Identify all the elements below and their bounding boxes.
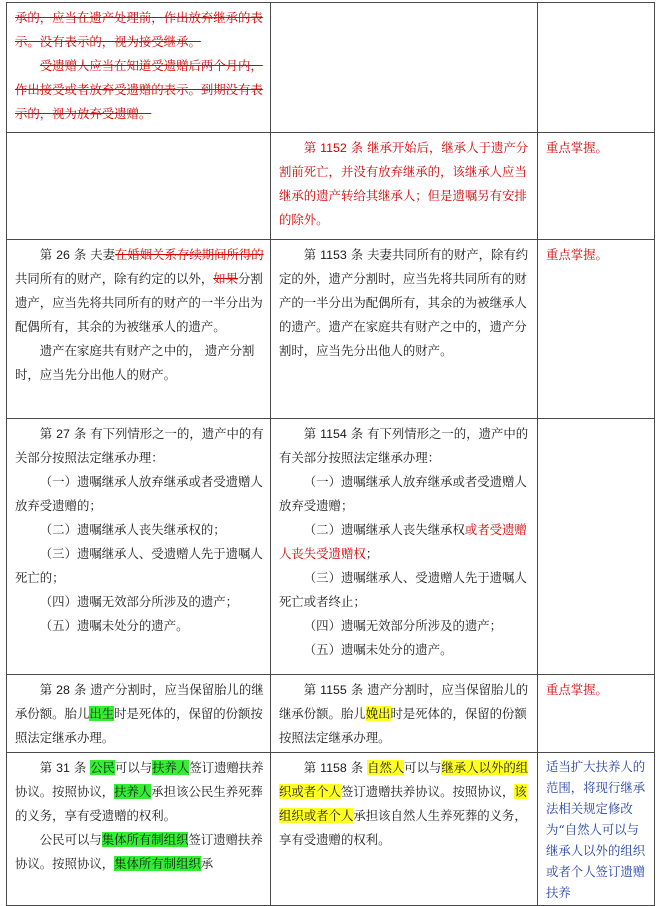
deleted-text: 受遗赠人应当在知道受遗赠后两个月内，作出接受或者放弃受遗赠的表示。到期没有表示的，视为放弃受遗赠。 xyxy=(15,58,263,121)
note-text: 重点掌握。 xyxy=(546,140,608,155)
text-run: 承担该自然人生养死葬的义务，享有受遗赠的权利。 xyxy=(279,808,527,847)
note-cell xyxy=(538,419,655,675)
highlighted-text: 扶养人 xyxy=(152,760,190,775)
article-paragraph xyxy=(15,614,264,638)
article-paragraph xyxy=(279,136,531,232)
highlighted-text: 继承人以外的组织或者个人 xyxy=(279,760,529,799)
article-paragraph xyxy=(279,566,531,614)
note-text: 重点掌握。 xyxy=(546,247,608,262)
new-law-cell xyxy=(271,3,538,133)
table-row xyxy=(7,133,655,240)
text-run: 1152 xyxy=(320,141,347,155)
text-run: 1158 xyxy=(320,761,347,775)
article-paragraph xyxy=(279,518,531,566)
note-cell xyxy=(538,3,655,133)
note-cell xyxy=(538,753,655,906)
article-paragraph xyxy=(15,6,264,54)
text-run: 分割遗产，应当先将共同所有的财产的一半分出为配偶所有，其余的为被继承人的遗产。 xyxy=(15,271,263,334)
text-run: （三）遗嘱继承人、受遗赠人先于遗嘱人死亡或者终止； xyxy=(279,570,527,609)
table-row xyxy=(7,419,655,675)
text-run: 公民可以与 xyxy=(39,832,102,847)
old-law-cell xyxy=(7,3,271,133)
note-cell xyxy=(538,133,655,240)
article-paragraph xyxy=(279,678,531,750)
text-run: 签订遗赠扶养协议。按照协议， xyxy=(15,760,264,799)
new-law-cell xyxy=(271,419,538,675)
text-run: 条 遗产分割时，应当保留胎儿的继承份额。胎儿 xyxy=(15,682,264,721)
text-run: ； xyxy=(365,546,379,561)
new-law-cell xyxy=(271,675,538,753)
text-run: 签订遗赠扶养协议。按照协议， xyxy=(15,832,263,871)
deleted-text: 在婚姻关系存续期间所得的 xyxy=(115,247,264,262)
text-run: 28 xyxy=(56,683,70,697)
article-paragraph xyxy=(15,339,264,387)
text-run: 第 xyxy=(303,760,321,775)
old-law-cell xyxy=(7,240,271,419)
text-run: （四）遗嘱无效部分所涉及的遗产； xyxy=(39,594,239,609)
note-cell xyxy=(538,240,655,419)
text-run: 签订遗赠扶养协议。按照协议， xyxy=(340,784,515,799)
text-run: 时是死体的，保留的份额按照法定继承办理。 xyxy=(279,706,527,745)
text-run: 共同所有的财产，除有约定的以外， xyxy=(15,271,214,286)
new-law-cell xyxy=(271,240,538,419)
article-paragraph xyxy=(15,243,264,339)
new-law-cell xyxy=(271,753,538,906)
text-run: 1155 xyxy=(320,683,347,697)
table-row xyxy=(7,240,655,419)
text-run: 26 xyxy=(56,248,70,262)
deleted-text: 如果 xyxy=(213,271,239,286)
old-law-cell xyxy=(7,675,271,753)
text-run: 第 xyxy=(39,682,57,697)
article-paragraph xyxy=(15,756,264,828)
highlighted-text: 集体所有制组织 xyxy=(114,856,201,871)
law-comparison-table xyxy=(6,2,655,906)
highlighted-text: 该组织或者个人 xyxy=(279,784,527,823)
text-run: 第 xyxy=(39,247,57,262)
text-run: （一）遗嘱继承人放弃继承或者受遗赠人放弃受遗赠； xyxy=(279,474,527,513)
note-text: 适当扩大扶养人的范围，将现行继承法相关规定修改为“自然人可以与继承人以外的组织或者个人签订遗赠扶养 xyxy=(546,759,646,900)
text-run: 第 xyxy=(39,426,57,441)
text-run: （三）遗嘱继承人、受遗赠人先于遗嘱人死亡的； xyxy=(15,546,263,585)
text-run: （二）遗嘱继承人丧失继承权 xyxy=(303,522,465,537)
article-paragraph xyxy=(279,422,531,470)
text-run: 条 夫妻 xyxy=(69,247,115,262)
text-run: 条 xyxy=(69,760,91,775)
table-row xyxy=(7,675,655,753)
old-law-cell xyxy=(7,753,271,906)
article-paragraph xyxy=(15,590,264,614)
text-run: （二）遗嘱继承人丧失继承权的； xyxy=(39,522,226,537)
highlighted-text: 娩出 xyxy=(365,706,391,721)
article-paragraph xyxy=(279,638,531,662)
text-run: 承 xyxy=(200,856,214,871)
text-run: （一）遗嘱继承人放弃继承或者受遗赠人放弃受遗赠的； xyxy=(15,474,263,513)
note-text: 重点掌握。 xyxy=(546,682,608,697)
text-run: 条 有下列情形之一的，遗产中的有关部分按照法定继承办理： xyxy=(15,426,264,465)
text-run: 27 xyxy=(56,427,70,441)
old-law-cell xyxy=(7,133,271,240)
article-paragraph xyxy=(15,422,264,470)
text-run: 31 xyxy=(56,761,70,775)
text-run: 可以与 xyxy=(115,760,153,775)
text-run: 条 继承开始后，继承人于遗产分割前死亡，并没有放弃继承的，该继承人应当继承的遗产转给其继承人；但是遗嘱另有安排的除外。 xyxy=(279,140,529,227)
article-paragraph xyxy=(279,614,531,638)
article-paragraph xyxy=(15,54,264,126)
highlighted-text: 公民 xyxy=(90,760,115,775)
highlighted-text: 自然人 xyxy=(367,760,405,775)
deleted-text: 承的，应当在遗产处理前，作出放弃继承的表示。没有表示的，视为接受继承。 xyxy=(15,10,263,49)
text-run: 承担该公民生养死葬的义务，享有受遗赠的权利。 xyxy=(15,784,263,823)
article-paragraph xyxy=(15,542,264,590)
new-law-cell xyxy=(271,133,538,240)
article-paragraph xyxy=(279,243,531,363)
text-run: 条 xyxy=(346,760,368,775)
article-paragraph xyxy=(279,470,531,518)
text-run: 条 遗产分割时，应当保留胎儿的继承份额。胎儿 xyxy=(279,682,529,721)
text-run: 第 xyxy=(39,760,57,775)
highlighted-text: 出生 xyxy=(89,706,115,721)
text-run: 1153 xyxy=(320,248,347,262)
text-run: （五）遗嘱未处分的遗产。 xyxy=(303,642,453,657)
text-run: 1154 xyxy=(320,427,347,441)
text-run: （五）遗嘱未处分的遗产。 xyxy=(39,618,189,633)
text-run: 可以与 xyxy=(404,760,442,775)
highlighted-text: 扶养人 xyxy=(114,784,152,799)
text-run: 或者受遗赠人丧失受遗赠权 xyxy=(279,522,527,561)
old-law-cell xyxy=(7,419,271,675)
table-row xyxy=(7,3,655,133)
text-run: 第 xyxy=(303,140,321,155)
text-run: 第 xyxy=(303,682,321,697)
article-paragraph xyxy=(15,518,264,542)
text-run: 遗产在家庭共有财产之中的， 遗产分割时，应当先分出他人的财产。 xyxy=(15,343,255,382)
article-paragraph xyxy=(15,828,264,876)
article-paragraph xyxy=(279,756,531,852)
text-run: 第 xyxy=(303,426,321,441)
note-cell xyxy=(538,675,655,753)
table-row xyxy=(7,753,655,906)
text-run: 条 有下列情形之一的，遗产中的有关部分按照法定继承办理： xyxy=(279,426,529,465)
text-run: （四）遗嘱无效部分所涉及的遗产； xyxy=(303,618,503,633)
article-paragraph xyxy=(15,470,264,518)
highlighted-text: 集体所有制组织 xyxy=(101,832,189,847)
article-paragraph xyxy=(15,678,264,750)
text-run: 时是死体的，保留的份额按照法定继承办理。 xyxy=(15,706,263,745)
text-run: 第 xyxy=(303,247,321,262)
text-run: 条 夫妻共同所有的财产，除有约定的外，遗产分割时，应当先将共同所有的财产的一半分出为配偶所有，其余的为被继承人的遗产。遗产在家庭共有财产之中的，遗产分割时，应当先分出他人的财产。 xyxy=(279,247,529,358)
